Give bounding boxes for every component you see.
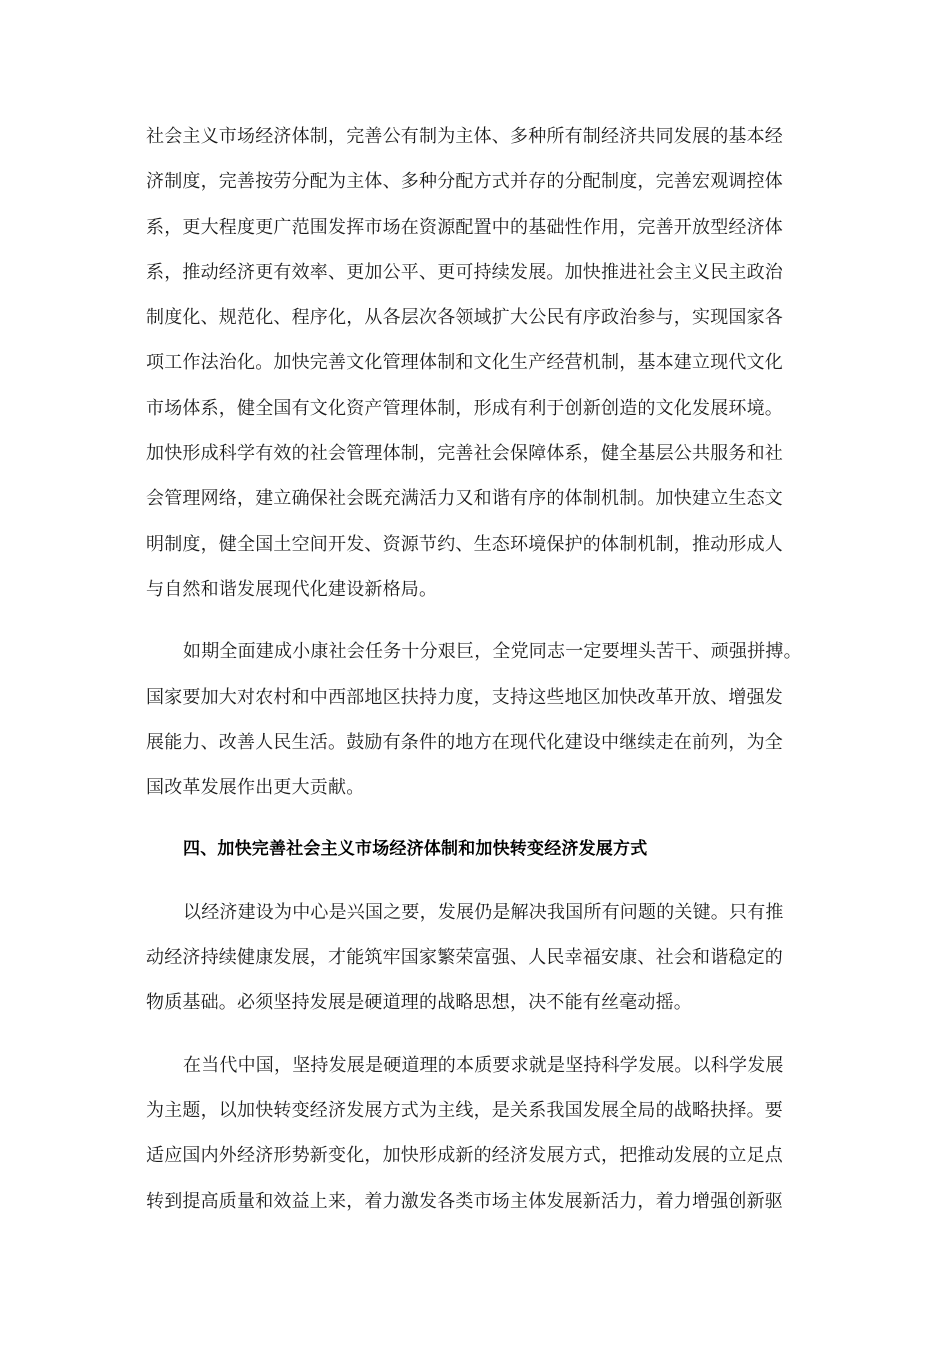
text-line: 以经济建设为中心是兴国之要，发展仍是解决我国所有问题的关键。只有推 <box>183 901 784 923</box>
paragraph-4 <box>146 1043 812 1224</box>
text-line: 转到提高质量和效益上来，着力激发各类市场主体发展新活力，着力增强创新驱 <box>146 1190 783 1212</box>
text-line: 市场体系，健全国有文化资产管理体制，形成有利于创新创造的文化发展环境。 <box>146 397 783 419</box>
text-line: 项工作法治化。加快完善文化管理体制和文化生产经营机制，基本建立现代文化 <box>146 352 783 374</box>
text-line: 物质基础。必须坚持发展是硬道理的战略思想，决不能有丝毫动摇。 <box>146 992 692 1014</box>
text-line: 社会主义市场经济体制，完善公有制为主体、多种所有制经济共同发展的基本经 <box>146 126 783 147</box>
paragraph-spacer <box>146 873 812 890</box>
section-heading <box>146 827 812 872</box>
text-line: 系，推动经济更有效率、更加公平、更可持续发展。加快推进社会主义民主政治 <box>146 261 783 283</box>
paragraph-spacer <box>146 810 812 827</box>
text-line: 国家要加大对农村和中西部地区扶持力度，支持这些地区加快改革开放、增强发 <box>146 686 783 708</box>
text-line: 制度化、规范化、程序化，从各层次各领域扩大公民有序政治参与，实现国家各 <box>146 307 783 329</box>
document-body <box>146 114 812 1224</box>
text-line: 在当代中国，坚持发展是硬道理的本质要求就是坚持科学发展。以科学发展 <box>183 1054 784 1076</box>
text-line: 加快形成科学有效的社会管理体制，完善社会保障体系，健全基层公共服务和社 <box>146 443 783 465</box>
paragraph-spacer <box>146 1026 812 1043</box>
text-line: 与自然和谐发展现代化建设新格局。 <box>146 578 438 600</box>
text-line: 国改革发展作出更大贡献。 <box>146 777 365 799</box>
text-line: 济制度，完善按劳分配为主体、多种分配方式并存的分配制度，完善宏观调控体 <box>146 171 783 193</box>
text-line: 明制度，健全国土空间开发、资源节约、生态环境保护的体制机制，推动形成人 <box>146 533 783 555</box>
paragraph-2 <box>146 629 812 810</box>
heading-text: 四、加快完善社会主义市场经济体制和加快转变经济发展方式 <box>183 839 648 860</box>
text-line: 如期全面建成小康社会任务十分艰巨，全党同志一定要埋头苦干、顽强拼搏。 <box>183 641 802 663</box>
text-line: 展能力、改善人民生活。鼓励有条件的地方在现代化建设中继续走在前列，为全 <box>146 731 783 753</box>
text-line: 系，更大程度更广范围发挥市场在资源配置中的基础性作用，完善开放型经济体 <box>146 216 783 238</box>
paragraph-spacer <box>146 612 812 629</box>
text-line: 为主题，以加快转变经济发展方式为主线，是关系我国发展全局的战略抉择。要 <box>146 1099 783 1121</box>
text-line: 会管理网络，建立确保社会既充满活力又和谐有序的体制机制。加快建立生态文 <box>146 488 783 510</box>
text-line: 动经济持续健康发展，才能筑牢国家繁荣富强、人民幸福安康、社会和谐稳定的 <box>146 947 783 969</box>
paragraph-3 <box>146 890 812 1026</box>
paragraph-1 <box>146 114 812 612</box>
text-line: 适应国内外经济形势新变化，加快形成新的经济发展方式，把推动发展的立足点 <box>146 1145 783 1167</box>
